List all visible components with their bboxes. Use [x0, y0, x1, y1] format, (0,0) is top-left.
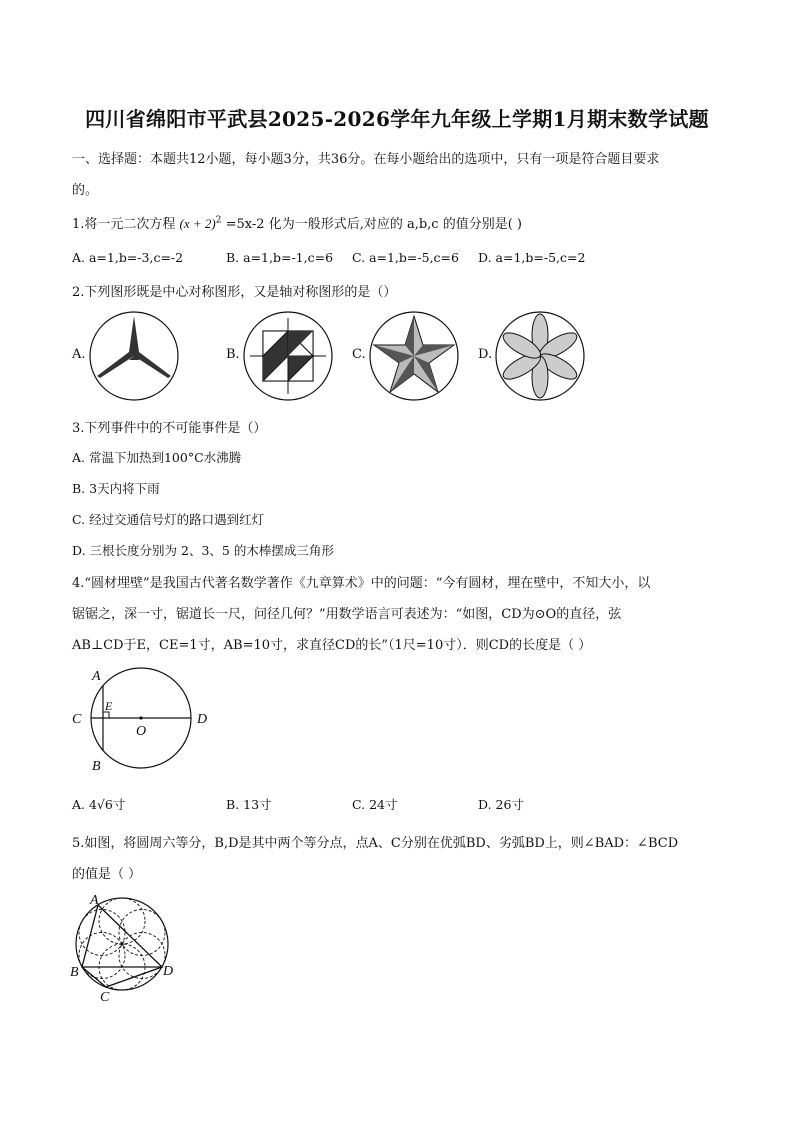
question-1-option-d: D. a=1,b=-5,c=2 [478, 250, 586, 265]
label-b: B [70, 965, 79, 980]
label-e: E [105, 699, 113, 713]
question-1-equation-exponent: 2 [215, 215, 222, 226]
question-5-line1: 5.如图，将圆周六等分，B,D是其中两个等分点，点A、C分别在优弧BD、劣弧BD上，则∠BAD：∠BCD [72, 836, 679, 851]
label-d: D [163, 964, 174, 979]
question-3-stem: 3.下列事件中的不可能事件是（） [72, 421, 267, 436]
question-3-option-c: C. 经过交通信号灯的路口遇到红灯 [72, 512, 265, 527]
label-c: C [100, 990, 110, 1005]
question-2-figure-c [368, 310, 460, 402]
question-4-option-d: D. 26寸 [478, 797, 524, 812]
question-1-prefix: 1.将一元二次方程 [72, 217, 176, 232]
page-title: 四川省绵阳市平武县2025-2026学年九年级上学期1月期末数学试题 [85, 107, 709, 131]
label-a: A [90, 893, 99, 908]
question-2-label-d: D. [478, 347, 493, 362]
label-d: D [197, 712, 208, 727]
question-2-figure-a [88, 310, 180, 402]
question-4-figure [68, 666, 218, 776]
label-c: C [72, 712, 82, 727]
label-b: B [92, 759, 101, 774]
label-o: O [136, 724, 147, 739]
question-1-option-a: A. a=1,b=-3,c=-2 [72, 250, 184, 265]
question-2-label-c: C. [352, 347, 366, 362]
question-4-option-c: C. 24寸 [352, 797, 398, 812]
question-2-label-b: B. [226, 347, 240, 362]
question-2-stem: 2.下列图形既是中心对称图形，又是轴对称图形的是（） [72, 285, 397, 300]
question-5-line2: 的值是（ ） [72, 867, 142, 882]
question-1-equation-base: (x + 2) [179, 216, 216, 231]
question-2-figure-d [494, 310, 586, 402]
question-5-figure [66, 892, 186, 1004]
question-4-line2: 锯锯之，深一寸，锯道长一尺，问径几何？”用数学语言可表述为：“如图，CD为⊙O的直径，弦 [72, 607, 622, 622]
question-3-option-a: A. 常温下加热到100°C水沸腾 [72, 450, 242, 465]
question-2-figure-b [242, 310, 334, 402]
section-instructions-line1: 一、选择题：本题共12小题，每小题3分，共36分。在每小题给出的选项中，只有一项是符合题目要求 [72, 152, 660, 167]
section-instructions-line2: 的。 [72, 183, 99, 198]
question-4-line1: 4.“圆材埋壁”是我国古代著名数学著作《九章算术》中的问题：“今有圆材，埋在壁中，不知大小，以 [72, 576, 651, 591]
question-4-option-b: B. 13寸 [226, 797, 272, 812]
question-2-label-a: A. [72, 347, 86, 362]
question-3-option-d: D. 三根长度分别为 2、3、5 的木棒摆成三角形 [72, 543, 334, 558]
question-1-option-b: B. a=1,b=-1,c=6 [226, 250, 334, 265]
question-3-option-b: B. 3天内将下雨 [72, 481, 160, 496]
question-1-suffix: =5x-2 化为一般形式后,对应的 a,b,c 的值分别是( ) [225, 217, 522, 232]
question-4-line3: AB⊥CD于E，CE=1寸，AB=10寸，求直径CD的长”（1尺=10寸）．则CD的长度是（ ） [72, 638, 592, 653]
question-4-option-a: A. 4√6寸 [72, 797, 126, 812]
question-1-option-c: C. a=1,b=-5,c=6 [352, 250, 459, 265]
label-a: A [92, 669, 101, 684]
question-1-stem [72, 213, 522, 232]
